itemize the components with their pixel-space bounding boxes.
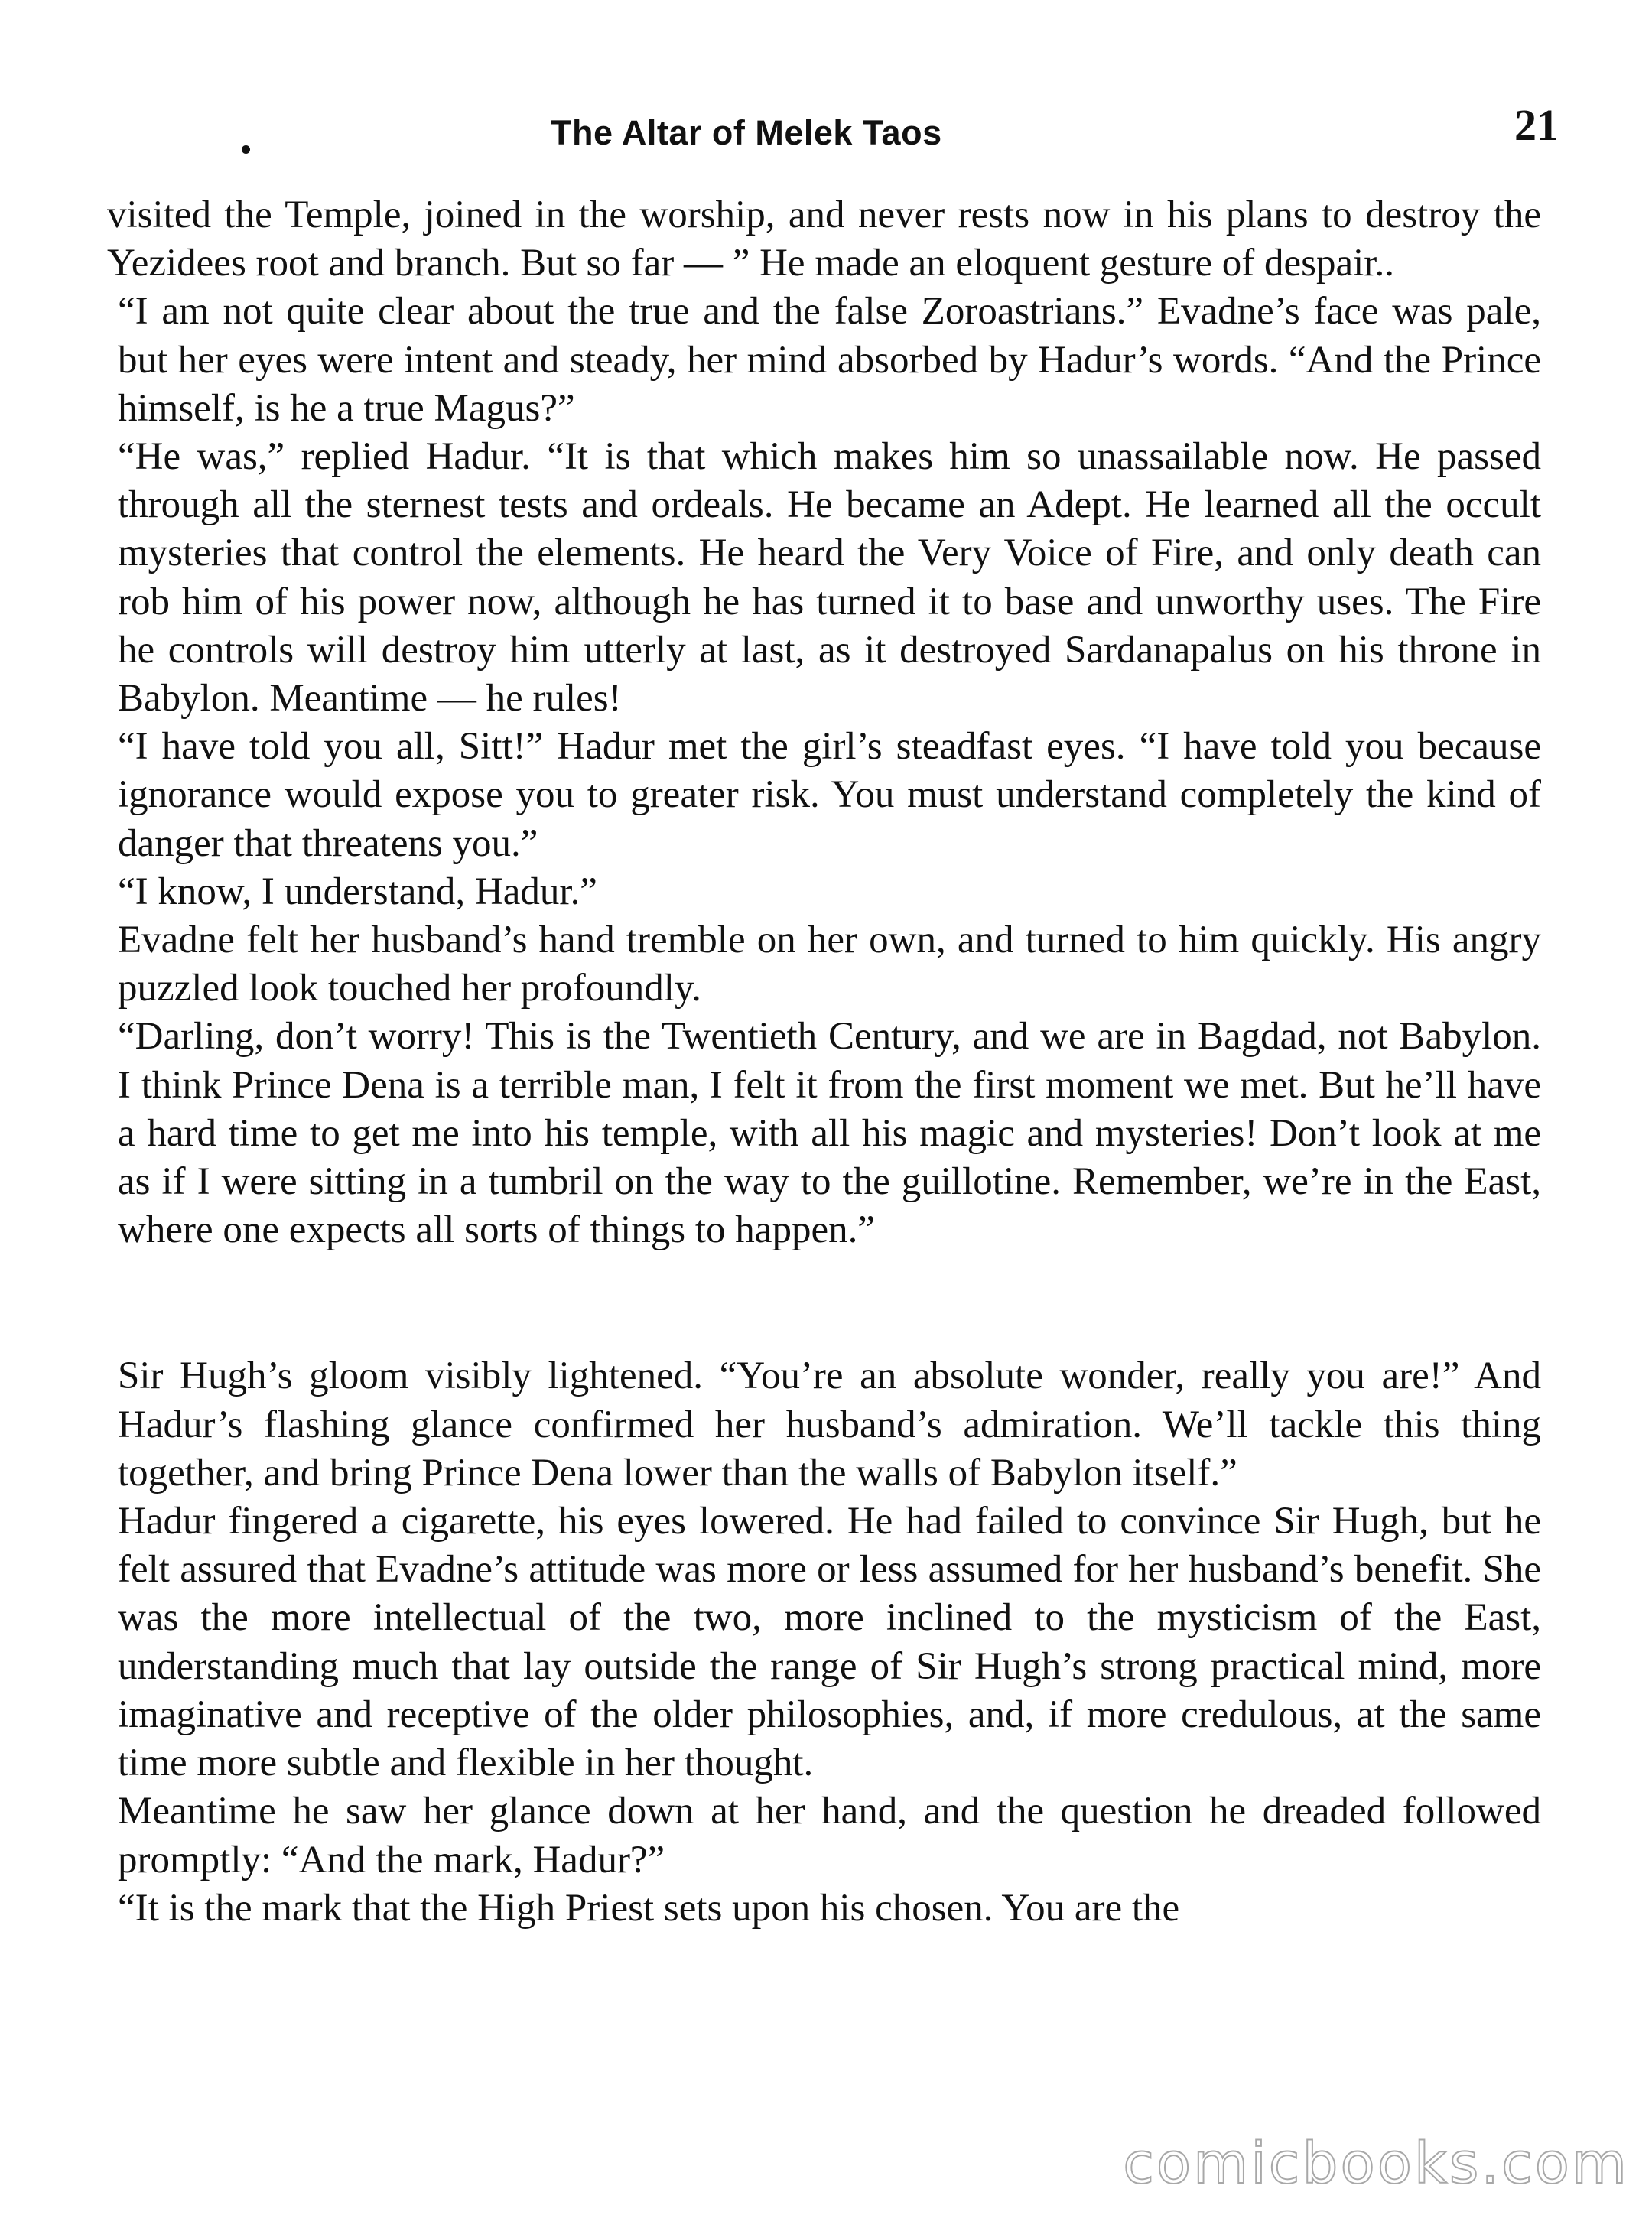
paragraph: “I know, I understand, Hadur.”: [118, 870, 597, 913]
paragraph: Hadur fingered a cigarette, his eyes lowered. He had failed to convince Sir Hugh, but he felt assured that Evadne’s attitude was more or less assumed for her husband’s benefit. She was the more intellectual of the two, more inclined to the mysticism of the East, understanding much that lay outside the range of Sir Hugh’s strong practical mind, more imaginative and receptive of the older philosophies, and, if more credulous, at the same time more subtle and flexible in her thought.: [118, 1500, 1541, 1785]
paragraph: Evadne felt her husband’s hand tremble on her own, and turned to him quickly. His angry puzzled look touched her profoundly.: [118, 919, 1541, 1010]
paragraph: visited the Temple, joined in the worship, and never rests now in his plans to destroy the Yezidees root and branch. But so far — ” He made an eloquent gesture of despair..: [107, 194, 1541, 285]
page-header: [0, 100, 1652, 168]
paragraph: “Darling, don’t worry! This is the Twentieth Century, and we are in Bagdad, not Babylon. I think Prince Dena is a terrible man, I felt it from the first moment we met. But he’ll have a hard time to get me into his temple, with all his magic and mysteries! Don’t look at me as if I were sitting in a tumbril on the way to the guillotine. Remember, we’re in the East, where one expects all sorts of things to happen.”: [118, 1015, 1541, 1252]
paragraph: “He was,” replied Hadur. “It is that which makes him so unassailable now. He passed through all the sternest tests and ordeals. He became an Adept. He learned all the occult mysteries that control the elements. He heard the Very Voice of Fire, and only death can rob him of his power now, although he has turned it to base and unworthy uses. The Fire he controls will destroy him utterly at last, as it destroyed Sardanapalus on his throne in Babylon. Meantime — he rules!: [118, 435, 1541, 720]
print-speck: [242, 145, 250, 154]
watermark-logo: comicbooks.com: [1123, 2131, 1629, 2197]
paragraph: “I have told you all, Sitt!” Hadur met the girl’s steadfast eyes. “I have told you because ignorance would expose you to greater risk. You must understand completely the kind of danger that threatens you.”: [118, 725, 1541, 865]
page-number: 21: [1514, 100, 1559, 150]
body-text: [107, 191, 1541, 1933]
paragraph: “I am not quite clear about the true and the false Zoroastrians.” Evadne’s face was pale, but her eyes were intent and steady, her mind absorbed by Hadur’s words. “And the Prince himself, is he a true Magus?”: [118, 290, 1541, 430]
running-title: The Altar of Melek Taos: [551, 113, 942, 152]
paragraph: Sir Hugh’s gloom visibly lightened. “You’re an absolute wonder, really you are!” And Hadur’s flashing glance confirmed her husband’s admiration. We’ll tackle this thing together, and bring Prince Dena lower than the walls of Babylon itself.”: [118, 1355, 1541, 1494]
paragraph: Meantime he saw her glance down at her hand, and the question he dreaded followed promptly: “And the mark, Hadur?”: [118, 1790, 1541, 1881]
paragraph: “It is the mark that the High Priest sets upon his chosen. You are the: [118, 1886, 1180, 1930]
